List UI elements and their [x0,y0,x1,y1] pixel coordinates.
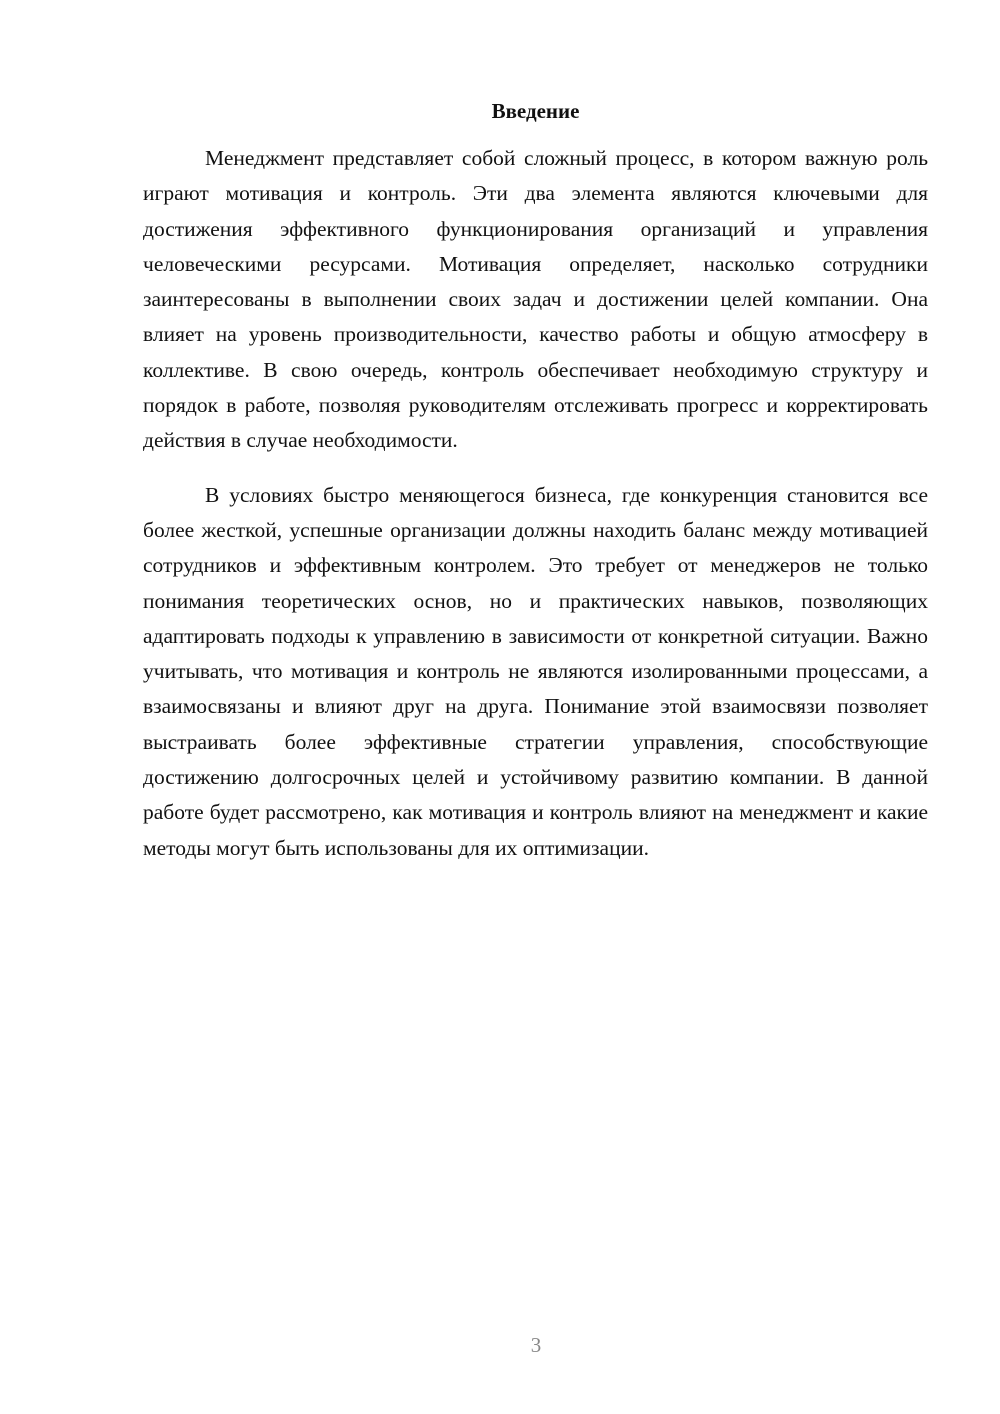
body-text [143,141,928,866]
paragraph-1: Менеджмент представляет собой сложный процесс, в котором важную роль играют мотивация и контроль. Эти два элемента являются ключевыми для достижения эффективного функционирования организаций и управления человеческими ресурсами. Мотивация определяет, насколько сотрудники заинтересованы в выполнении своих задач и достижении целей компании. Она влияет на уровень производительности, качество работы и общую атмосферу в коллективе. В свою очередь, контроль обеспечивает необходимую структуру и порядок в работе, позволяя руководителям отслеживать прогресс и корректировать действия в случае необходимости. [143,146,928,453]
paragraph-2: В условиях быстро меняющегося бизнеса, где конкуренция становится все более жесткой, успешные организации должны находить баланс между мотивацией сотрудников и эффективным контролем. Это требует от менеджеров не только понимания теоретических основ, но и практических навыков, позволяющих адаптировать подходы к управлению в зависимости от конкретной ситуации. Важно учитывать, что мотивация и контроль не являются изолированными процессами, а взаимосвязаны и влияют друг на друга. Понимание этой взаимосвязи позволяет выстраивать более эффективные стратегии управления, способствующие достижению долгосрочных целей и устойчивому развитию компании. В данной работе будет рассмотрено, как мотивация и контроль влияют на менеджмент и какие методы могут быть использованы для их оптимизации. [143,482,928,860]
page-number: 3 [530,1333,542,1357]
section-title: Введение [491,99,580,123]
